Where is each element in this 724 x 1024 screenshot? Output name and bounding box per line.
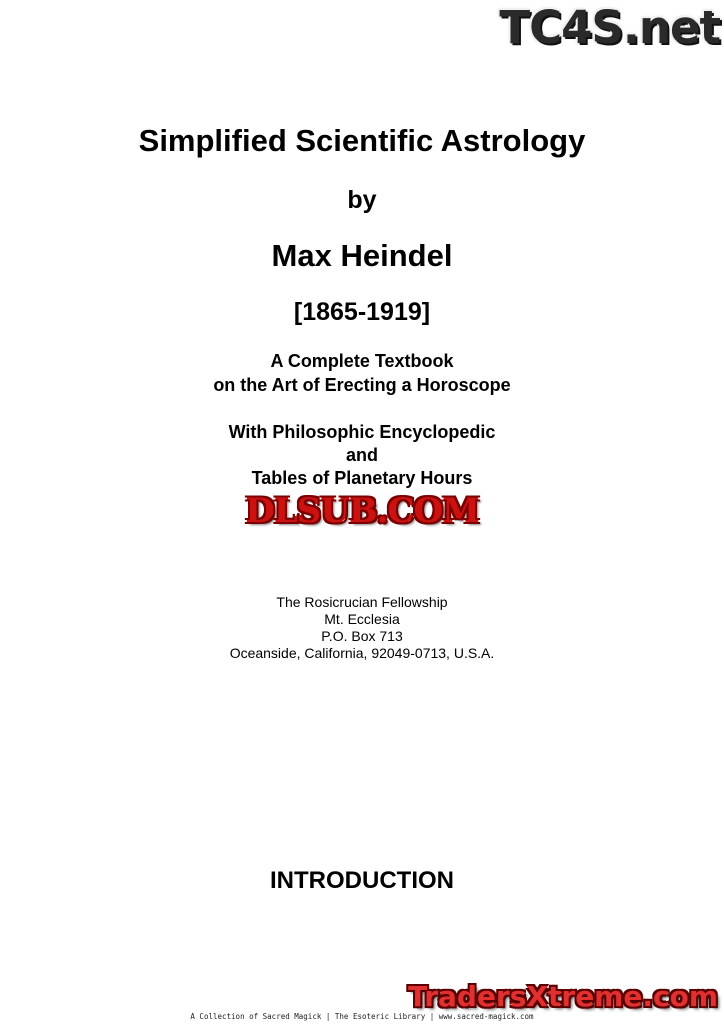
publisher-location: Mt. Ecclesia	[324, 611, 400, 627]
publisher-name: The Rosicrucian Fellowship	[276, 594, 448, 610]
tradersxtreme-watermark: TradersXtreme.com	[408, 980, 718, 1013]
by-line: by	[347, 186, 377, 214]
author-name: Max Heindel	[271, 238, 453, 273]
book-title: Simplified Scientific Astrology	[138, 123, 586, 158]
subtitle-line-5: Tables of Planetary Hours	[251, 468, 473, 488]
subtitle-line-4: and	[345, 445, 378, 465]
tc4s-watermark: TC4S.net	[499, 1, 720, 54]
page-footer: A Collection of Sacred Magick | The Esoteric Library | www.sacred-magick.com	[190, 1012, 534, 1021]
section-heading: INTRODUCTION	[270, 867, 454, 894]
author-years: [1865-1919]	[293, 298, 431, 326]
dlsub-watermark: DLSUB.COM	[245, 491, 479, 531]
subtitle-line-3: With Philosophic Encyclopedic	[228, 422, 496, 442]
publisher-po-box: P.O. Box 713	[321, 628, 403, 644]
subtitle-line-1: A Complete Textbook	[270, 351, 454, 371]
subtitle-line-2: on the Art of Erecting a Horoscope	[213, 375, 511, 395]
publisher-city: Oceanside, California, 92049-0713, U.S.A.	[229, 645, 495, 661]
